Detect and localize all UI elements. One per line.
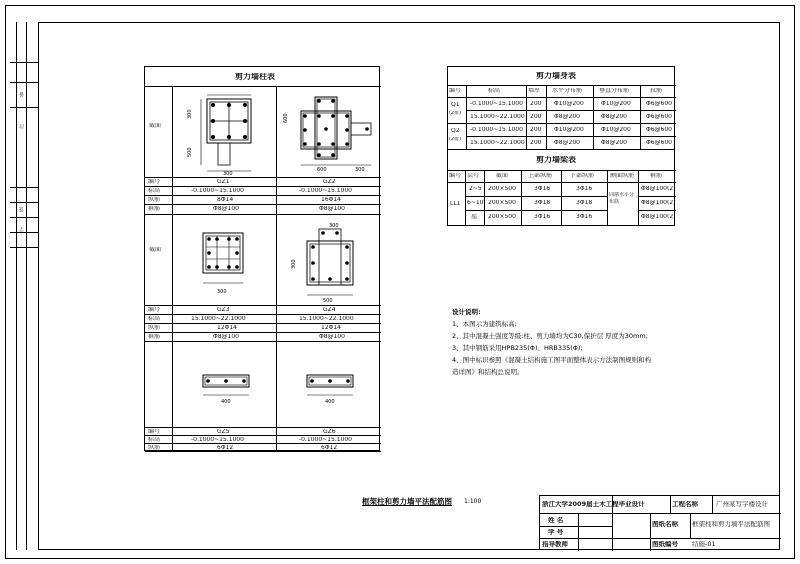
section-label: 截面 (149, 247, 162, 253)
dim-label: 600 (317, 167, 327, 173)
wall-id: Q2 (451, 128, 460, 134)
wall-elevation: -0.1000~15.1000 (470, 101, 523, 107)
section-gz2-drawing (279, 89, 379, 175)
beam-bottom: 3Φ18 (576, 200, 593, 206)
wall-table (447, 66, 675, 150)
drawing-no-value: 结施-01 (692, 541, 716, 548)
beam-top: 3Φ16 (534, 186, 551, 192)
sidebar-rule (10, 247, 38, 248)
note-item: 3、其中钢筋采用HPB235(Φ)、HRB335(Φ); (452, 344, 583, 352)
section-gz6-drawing (297, 367, 369, 407)
column-rebar: 12Φ14 (217, 325, 237, 331)
beam-bottom: 3Φ16 (576, 186, 593, 192)
beam-header-top: 上部纵筋 (528, 173, 553, 179)
beam-header-section: 截面 (496, 173, 509, 179)
section-label: 截面 (149, 123, 162, 129)
wall-tie: Φ6@600 (646, 140, 672, 146)
wall-header-tie: 拉筋 (650, 88, 663, 94)
beam-section: 200×500 (488, 214, 516, 220)
wall-vertical: Φ10@200 (601, 101, 631, 107)
column-id: GZ1 (217, 179, 230, 185)
row-label-stirrup: 箍筋 (148, 206, 161, 212)
beam-top: 3Φ18 (534, 200, 551, 206)
column-rebar: 6Φ12 (321, 445, 338, 451)
column-stirrup: Φ8@100 (213, 334, 239, 340)
column-id: GZ5 (217, 429, 230, 435)
wall-elevation: -0.1000~15.1000 (470, 127, 523, 133)
row-label-id: 编号 (148, 307, 161, 313)
beam-bottom: 3Φ16 (576, 214, 593, 220)
sidebar-rule (10, 187, 38, 188)
wall-vertical: Φ10@200 (601, 127, 631, 133)
wall-id-sub: (2排) (449, 137, 462, 142)
column-stirrup: Φ8@100 (319, 334, 345, 340)
wall-header-thickness: 墙厚 (528, 88, 541, 94)
column-rebar: 8Φ14 (217, 197, 234, 203)
sidebar-label: 注 (19, 124, 25, 129)
section-gz1-drawing (177, 89, 273, 175)
beam-floor: 2~5 (469, 186, 482, 192)
sidebar-rule (10, 232, 38, 233)
column-elevation: 15.1000~22.1000 (191, 316, 246, 322)
wall-elevation: 15.1000~22.1000 (470, 140, 525, 146)
project-label: 工程名称 (672, 501, 698, 508)
wall-thickness: 200 (530, 140, 542, 146)
dim-label: 300 (291, 259, 297, 269)
wall-id-sub: (2排) (449, 111, 462, 116)
row-label-elevation: 标高 (148, 437, 161, 443)
row-label-elevation: 标高 (148, 188, 161, 194)
wall-id: Q1 (451, 102, 460, 108)
wall-horizontal: Φ8@200 (554, 140, 580, 146)
wall-thickness: 200 (530, 114, 542, 120)
row-label-stirrup: 箍筋 (148, 334, 161, 340)
beam-top: 3Φ16 (534, 214, 551, 220)
column-table (144, 66, 380, 451)
column-rebar: 16Φ14 (321, 197, 341, 203)
drawing-name-label: 图纸名称 (652, 521, 678, 528)
wall-elevation: 15.1000~22.1000 (470, 114, 525, 120)
name-label: 姓 名 (548, 517, 564, 524)
sidebar-rule (10, 202, 38, 203)
wall-tie: Φ6@600 (646, 101, 672, 107)
beam-stirrup: Φ8@100(2) (641, 200, 676, 206)
section-gz4-drawing (285, 225, 377, 305)
sidebar-label: 字 (19, 227, 25, 232)
drawing-no-label: 图纸编号 (652, 541, 678, 548)
school-name: 浙江大学2009届土木工程毕业设计 (542, 501, 645, 508)
column-elevation: -0.1000~15.1000 (191, 188, 244, 194)
wall-horizontal: Φ8@200 (554, 114, 580, 120)
column-id: GZ4 (323, 307, 336, 313)
sidebar-label: 签 (19, 207, 25, 212)
drawing-scale: 1:100 (464, 498, 482, 505)
wall-header-elevation: 标高 (488, 88, 501, 94)
wall-vertical: Φ8@200 (601, 140, 627, 146)
column-rebar: 6Φ12 (217, 445, 234, 451)
row-label-rebar: 纵筋 (148, 445, 161, 451)
dim-label: 600 (283, 113, 289, 123)
sidebar-divider (16, 22, 17, 550)
column-elevation: -0.1000~15.1000 (191, 437, 244, 443)
wall-tie: Φ6@600 (646, 114, 672, 120)
student-id-label: 学 号 (548, 529, 564, 536)
beam-floor: 屋 (471, 214, 478, 220)
notes-title: 设计说明: (452, 308, 481, 316)
row-label-id: 编号 (148, 429, 161, 435)
sidebar-rule (10, 62, 38, 63)
column-id: GZ6 (323, 429, 336, 435)
beam-header-id: 编号 (449, 173, 462, 179)
dim-label: 400 (221, 399, 231, 405)
dim-label: 500 (187, 147, 193, 157)
beam-group-id: LL1 (450, 201, 461, 207)
note-item: 4、图中标识参照《混凝土结构施工图平面整体表示方法制图规则和构 (452, 356, 652, 364)
section-gz5-drawing (193, 367, 265, 407)
wall-horizontal: Φ10@200 (554, 127, 584, 133)
dim-label: 300 (329, 223, 339, 229)
design-notes (452, 306, 667, 378)
column-id: GZ3 (217, 307, 230, 313)
binding-sidebar (10, 22, 38, 550)
sidebar-rule (10, 82, 38, 83)
note-item: 造详图》和结构总说明。 (452, 368, 524, 376)
column-elevation: -0.1000~15.1000 (299, 188, 352, 194)
row-label-rebar: 纵筋 (148, 197, 161, 203)
column-elevation: -0.1000~15.1000 (299, 437, 352, 443)
title-block (539, 495, 780, 550)
beam-section: 200×500 (488, 200, 516, 206)
beam-header-side: 侧面纵筋 (610, 173, 635, 179)
sidebar-divider (26, 22, 27, 550)
beam-table-title: 剪力墙梁表 (536, 156, 576, 164)
sidebar-label: 备 (19, 92, 25, 97)
beam-stirrup: Φ8@100(2) (641, 214, 676, 220)
beam-floor: 6~10 (467, 200, 484, 206)
note-item: 2、其中混凝土强度等级:柱、剪力墙均为C30,保护层 厚度为30mm; (452, 332, 648, 340)
column-stirrup: Φ8@100 (319, 206, 345, 212)
wall-header-id: 编号 (449, 88, 462, 94)
row-label-elevation: 标高 (148, 316, 161, 322)
sidebar-rule (10, 107, 38, 108)
beam-stirrup: Φ8@100(2) (641, 186, 676, 192)
dim-label: 300 (217, 289, 227, 295)
wall-table-title: 剪力墙身表 (536, 72, 576, 80)
beam-section: 200×500 (488, 186, 516, 192)
wall-header-horizontal: 水平分布筋 (552, 88, 583, 94)
beam-side: 同墙水平分布筋 (609, 192, 635, 205)
beam-header-bottom: 下部纵筋 (570, 173, 595, 179)
dim-label: 500 (323, 298, 333, 304)
drawing-title: 框架柱和剪力墙平法配筋图 (362, 497, 452, 506)
column-rebar: 12Φ14 (321, 325, 341, 331)
dim-label: 300 (187, 109, 193, 119)
wall-horizontal: Φ10@200 (554, 101, 584, 107)
wall-tie: Φ6@600 (646, 127, 672, 133)
wall-thickness: 200 (530, 101, 542, 107)
drawing-name-value: 框架柱和剪力墙平法配筋图 (692, 521, 770, 528)
advisor-label: 指导教师 (542, 541, 568, 548)
row-label-rebar: 纵筋 (148, 325, 161, 331)
beam-header-floor: 层号 (467, 173, 480, 179)
dim-label: 300 (355, 167, 365, 173)
column-elevation: 15.1000~22.1000 (299, 316, 354, 322)
wall-header-vertical: 垂直分布筋 (599, 88, 630, 94)
note-item: 1、本图示为建筑标高; (452, 320, 517, 328)
column-stirrup: Φ8@100 (213, 206, 239, 212)
beam-header-stirrup: 箍筋 (650, 173, 663, 179)
beam-table (447, 150, 675, 226)
sidebar-rule (10, 217, 38, 218)
section-gz3-drawing (185, 225, 265, 301)
project-value: 广州某写字楼设计 (716, 501, 768, 508)
wall-vertical: Φ8@200 (601, 114, 627, 120)
wall-thickness: 200 (530, 127, 542, 133)
dim-label: 400 (325, 399, 335, 405)
column-id: GZ2 (323, 179, 336, 185)
column-table-title: 剪力墙柱表 (235, 73, 275, 81)
row-label-id: 编号 (148, 179, 161, 185)
dim-label: 300 (223, 171, 233, 177)
